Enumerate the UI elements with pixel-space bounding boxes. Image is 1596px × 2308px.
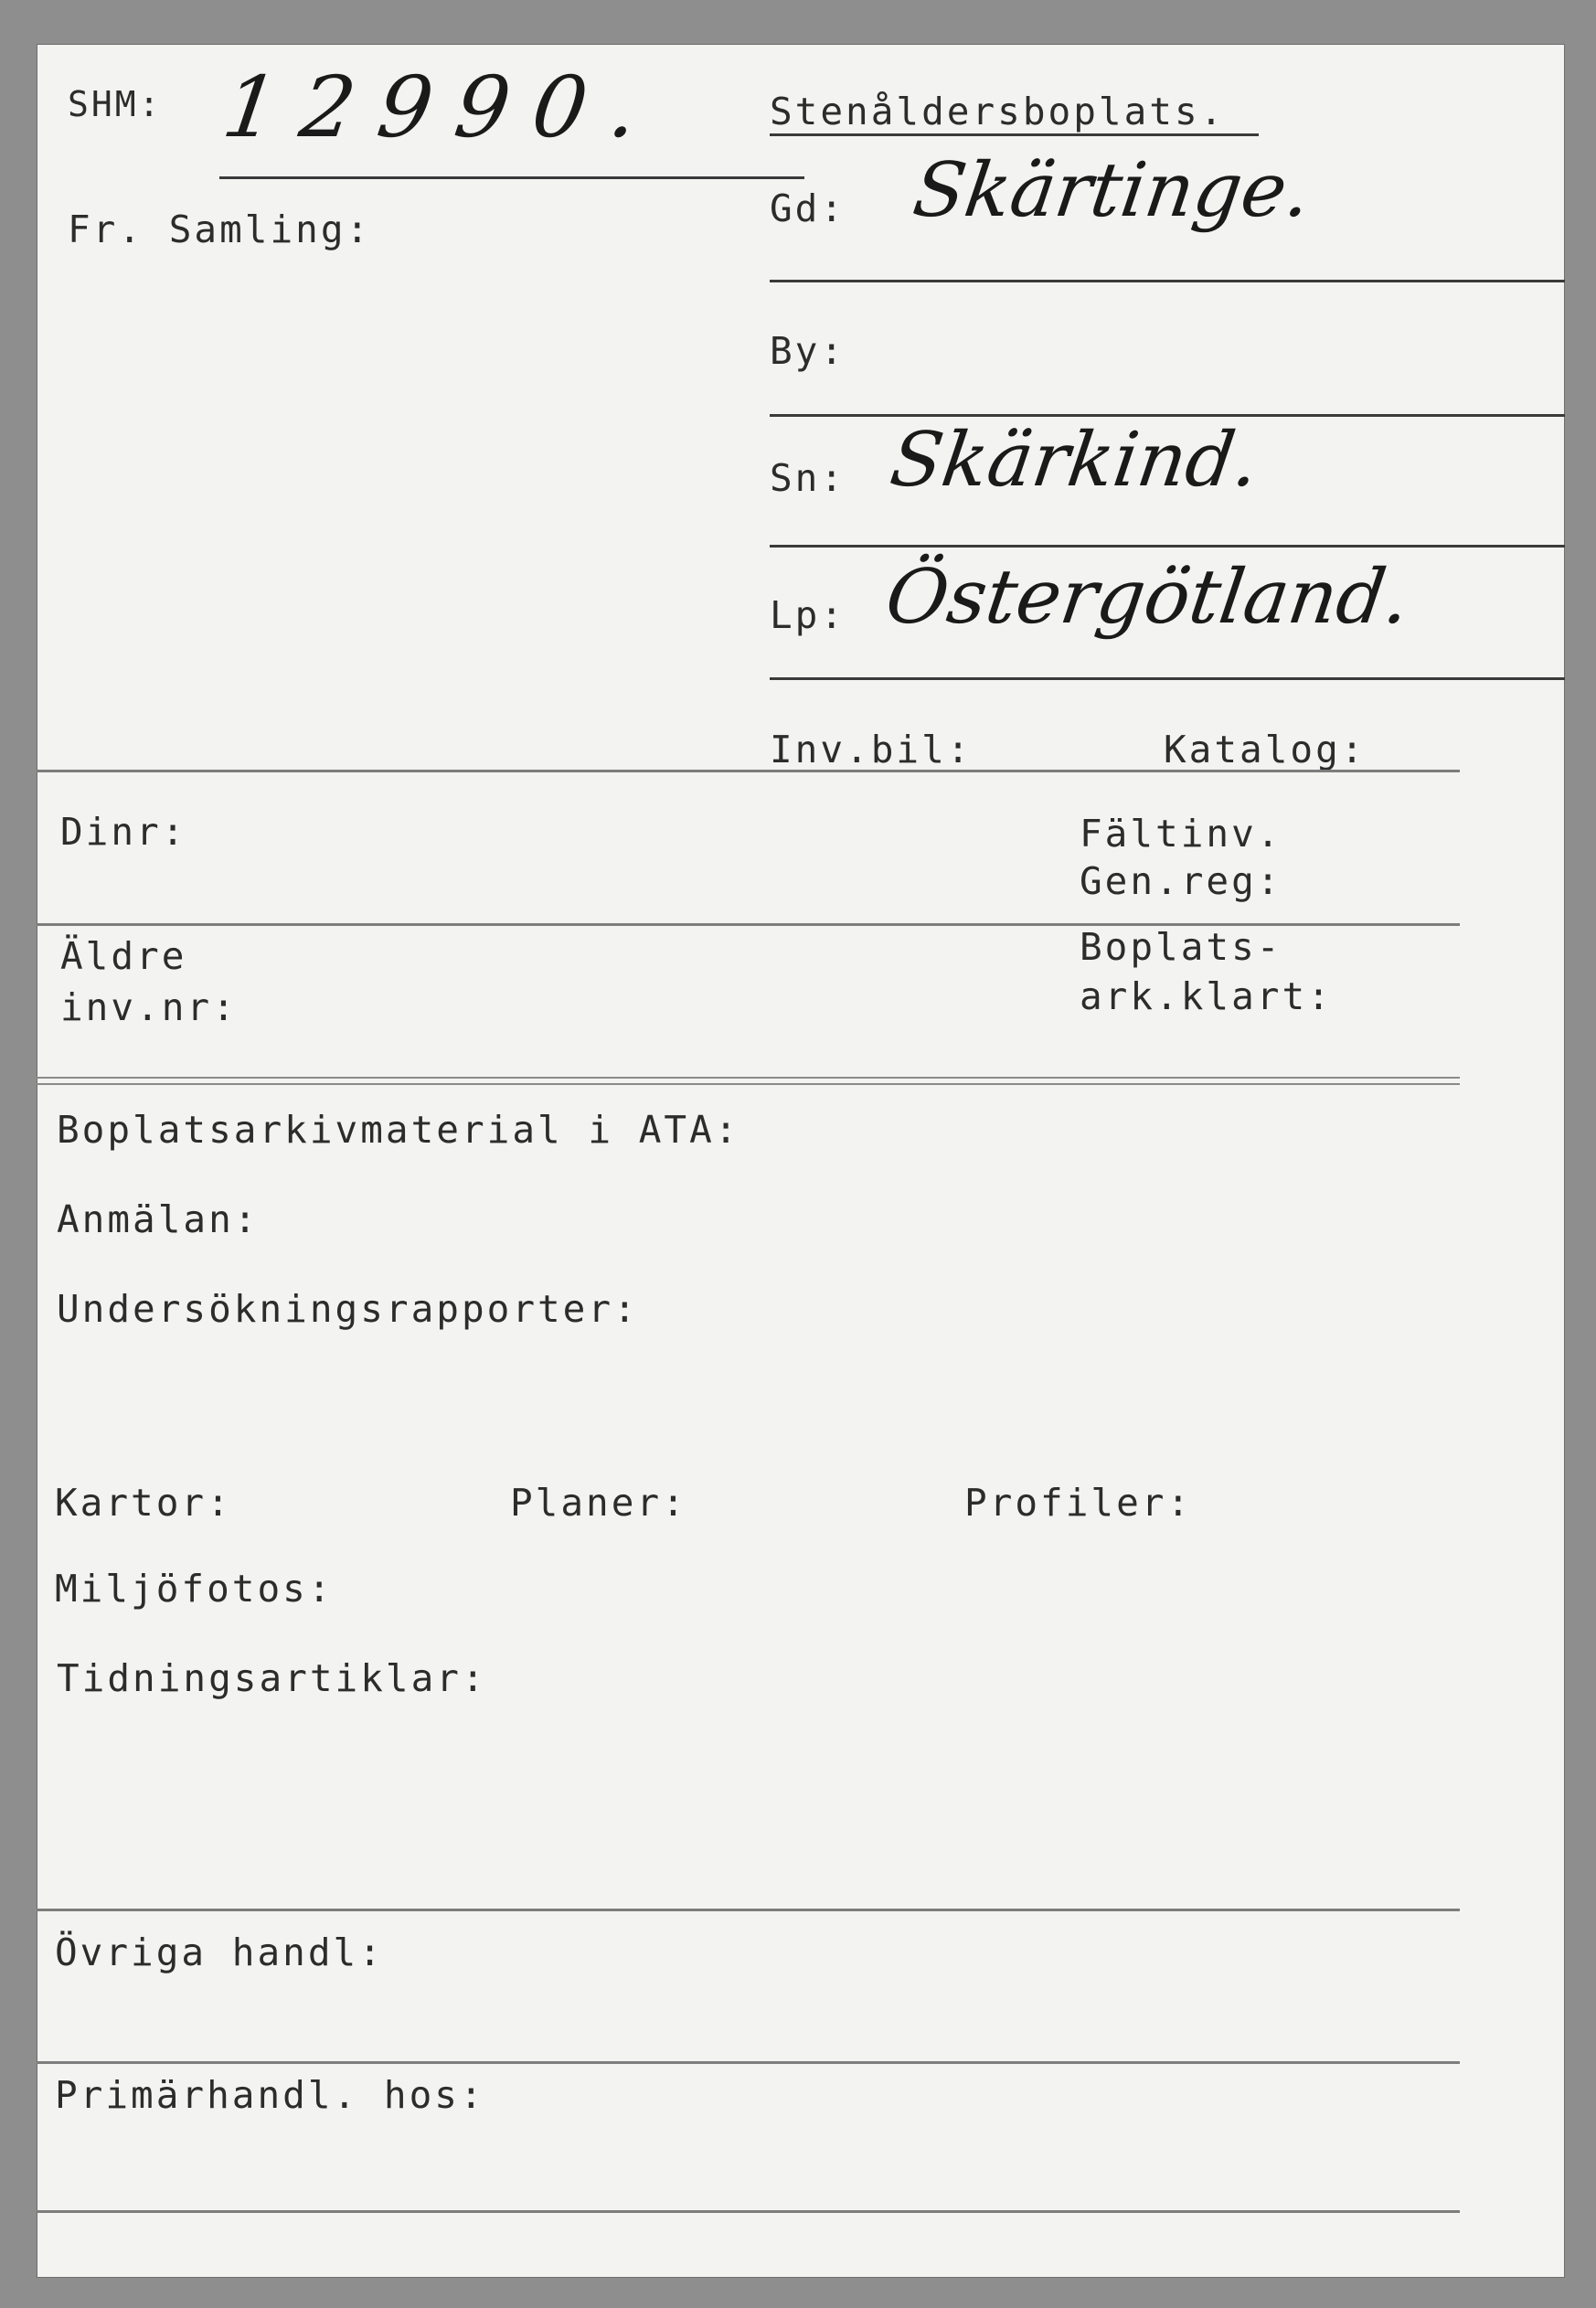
dinr-label: Dinr: (60, 810, 187, 854)
aldre-label: Äldre (60, 934, 187, 978)
shm-underline (219, 176, 804, 179)
anmalan-label: Anmälan: (57, 1197, 260, 1241)
kartor-label: Kartor: (55, 1481, 232, 1525)
boplatsarkiv-label: Boplatsarkivmaterial i ATA: (57, 1108, 740, 1152)
gd-label: Gd: (770, 186, 846, 230)
by-label: By: (770, 329, 846, 373)
undersokning-label: Undersökningsrapporter: (57, 1287, 639, 1331)
gd-rule (770, 280, 1565, 282)
section-rule-3 (37, 1909, 1460, 1911)
primarhandl-label: Primärhandl. hos: (55, 2073, 485, 2117)
boplats-label: Boplats- (1080, 925, 1282, 969)
shm-number-handwritten: 12990. (217, 58, 668, 156)
header-underline (770, 133, 1259, 136)
gd-value-handwritten: Skärtinge. (908, 147, 1316, 234)
ark-klart-label: ark.klart: (1080, 974, 1333, 1018)
tidningsartiklar-label: Tidningsartiklar: (57, 1656, 487, 1700)
shm-label: SHM: (68, 84, 163, 124)
archive-card (37, 44, 1565, 2278)
planer-label: Planer: (510, 1481, 687, 1525)
gen-reg-label: Gen.reg: (1080, 859, 1282, 903)
lp-rule (770, 677, 1565, 680)
inv-nr-label: inv.nr: (60, 985, 238, 1029)
lp-label: Lp: (770, 593, 846, 637)
sn-label: Sn: (770, 456, 846, 500)
inv-bil-label: Inv.bil: (770, 728, 973, 771)
lp-value-handwritten: Östergötland. (880, 554, 1416, 641)
miljofotos-label: Miljöfotos: (55, 1567, 334, 1611)
section-rule-1 (37, 770, 1460, 772)
section-rule-5 (37, 2210, 1460, 2213)
section-rule-4 (37, 2061, 1460, 2064)
section-rule-double (37, 1077, 1460, 1085)
profiler-label: Profiler: (964, 1481, 1193, 1525)
sn-value-handwritten: Skärkind. (885, 417, 1264, 504)
katalog-label: Katalog: (1164, 728, 1367, 771)
sn-rule (770, 545, 1565, 548)
ovriga-label: Övriga handl: (55, 1930, 384, 1974)
faltinv-label: Fältinv. (1080, 812, 1282, 856)
card-header: Stenåldersboplats. (770, 90, 1226, 133)
fr-samling-label: Fr. Samling: (68, 207, 372, 251)
